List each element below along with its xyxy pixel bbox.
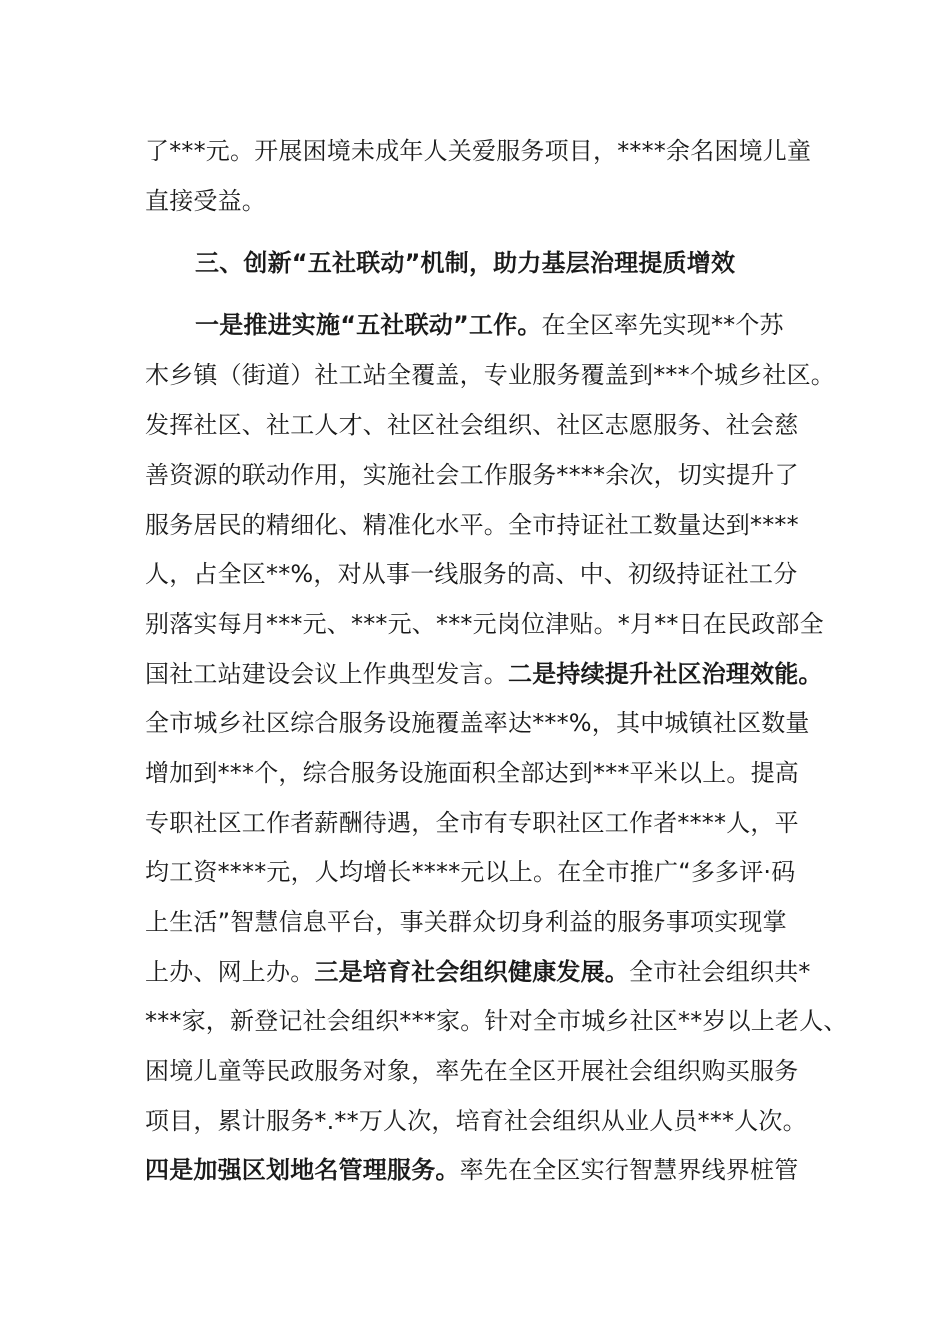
text-line: 全市城乡社区综合服务设施覆盖率达***%，其中城镇社区数量 bbox=[145, 709, 810, 737]
section-heading: 三、创新“五社联动”机制，助力基层治理提质增效 bbox=[195, 249, 736, 277]
text-line: 直接受益。 bbox=[145, 187, 266, 215]
text-line: 增加到***个，综合服务设施面积全部达到***平米以上。提高 bbox=[145, 759, 799, 787]
lead-phrase: 三是培育社会组织健康发展。 bbox=[314, 958, 630, 986]
text-line bbox=[145, 957, 811, 987]
text-line: 人，占全区**%，对从事一线服务的高、中、初级持证社工分 bbox=[145, 560, 798, 588]
text-line: 木乡镇（街道）社工站全覆盖，专业服务覆盖到***个城乡社区。 bbox=[145, 361, 835, 389]
text-line bbox=[195, 310, 784, 340]
text-span: 在全区率先实现**个苏 bbox=[541, 311, 784, 339]
lead-phrase: 四是加强区划地名管理服务。 bbox=[145, 1156, 460, 1184]
text-line: 善资源的联动作用，实施社会工作服务****余次，切实提升了 bbox=[145, 461, 799, 489]
text-line: ***家，新登记社会组织***家。针对全市城乡社区**岁以上老人、 bbox=[145, 1007, 848, 1035]
text-line bbox=[145, 659, 823, 689]
lead-phrase: 二是持续提升社区治理效能。 bbox=[508, 660, 823, 688]
text-line: 困境儿童等民政服务对象，率先在全区开展社会组织购买服务 bbox=[145, 1057, 799, 1085]
text-line: 均工资****元，人均增长****元以上。在全市推广“多多评·码 bbox=[145, 858, 796, 886]
text-line: 发挥社区、社工人才、社区社会组织、社区志愿服务、社会慈 bbox=[145, 411, 799, 439]
text-line: 了***元。开展困境未成年人关爱服务项目，****余名困境儿童 bbox=[145, 137, 812, 165]
text-line: 项目，累计服务*.**万人次，培育社会组织从业人员***人次。 bbox=[145, 1107, 807, 1135]
text-line: 上生活”智慧信息平台，事关群众切身利益的服务事项实现掌 bbox=[145, 908, 787, 936]
text-span: 全市社会组织共* bbox=[629, 958, 811, 986]
text-span: 上办、网上办。 bbox=[145, 958, 315, 986]
lead-phrase: 一是推进实施“五社联动”工作。 bbox=[195, 311, 542, 339]
text-line bbox=[145, 1155, 798, 1185]
text-line: 服务居民的精细化、精准化水平。全市持证社工数量达到**** bbox=[145, 511, 799, 539]
text-line: 专职社区工作者薪酬待遇，全市有专职社区工作者****人，平 bbox=[145, 809, 799, 837]
text-span: 国社工站建设会议上作典型发言。 bbox=[145, 660, 508, 688]
text-span: 率先在全区实行智慧界线界桩管 bbox=[459, 1156, 799, 1184]
text-line: 别落实每月***元、***元、***元岗位津贴。*月**日在民政部全 bbox=[145, 610, 824, 638]
